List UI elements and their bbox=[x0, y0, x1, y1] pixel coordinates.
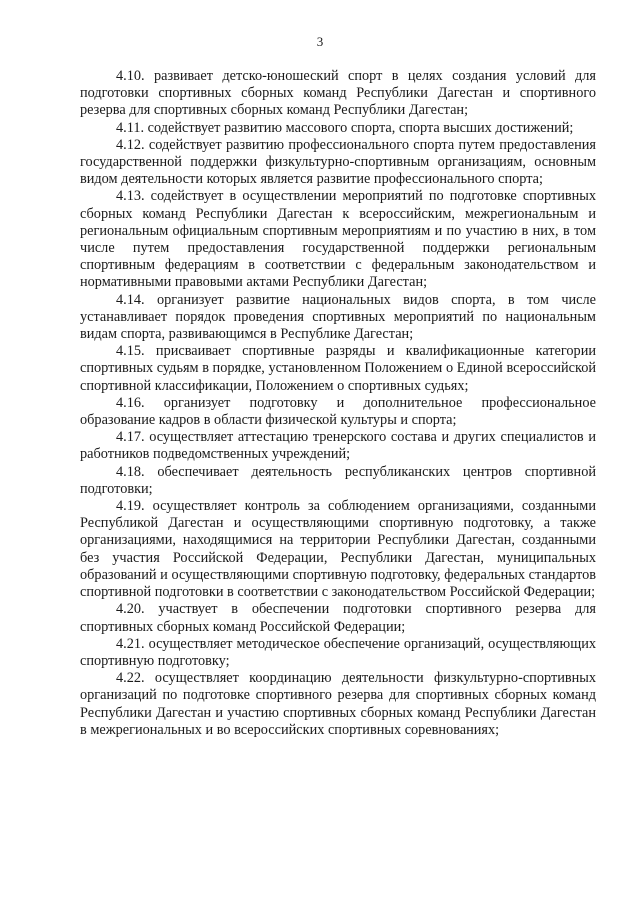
paragraph-4-10: 4.10. развивает детско-юношеский спорт в целях создания условий для подготовки спортивных сборных команд Республики Дагестан и спортивного резерва для спортивных сборных команд Республики Дагестан; bbox=[80, 68, 596, 119]
paragraph-4-16: 4.16. организует подготовку и дополнительное профессиональное образование кадров в области физической культуры и спорта; bbox=[80, 394, 596, 429]
paragraph-4-21: 4.21. осуществляет методическое обеспечение организаций, осуществляющих спортивную подготовку; bbox=[80, 635, 596, 669]
paragraph-4-17: 4.17. осуществляет аттестацию тренерского состава и других специалистов и работников подведомственных учреждений; bbox=[80, 429, 596, 463]
paragraph-4-11: 4.11. содействует развитию массового спорта, спорта высших достижений; bbox=[116, 119, 574, 136]
paragraph-4-22: 4.22. осуществляет координацию деятельности физкультурно-спортивных организаций по подготовке спортивного резерва для спортивных сборных команд Республики Дагестан и участию спортивных сборных команд Республики Дагестан в межрегиональных и во всероссийских спортивных соревнованиях; bbox=[80, 670, 596, 738]
document-body bbox=[80, 68, 596, 739]
paragraph-4-20: 4.20. участвует в обеспечении подготовки спортивного резерва для спортивных сборных команд Российской Федерации; bbox=[80, 601, 596, 635]
paragraph-4-15: 4.15. присваивает спортивные разряды и квалификационные категории спортивных судьям в порядке, установленном Положением о Единой всероссийской спортивной классификации, Положением о спортивных судьях; bbox=[80, 343, 596, 394]
paragraph-4-13: 4.13. содействует в осуществлении мероприятий по подготовке спортивных сборных команд Республики Дагестан к всероссийским, межрегиональным и региональным официальным спортивным мероприятиям и по участию в них, в том числе путем предоставления государственной поддержки региональным спортивным федерациям в соответствии с федеральным законодательством и нормативными правовыми актами Республики Дагестан; bbox=[80, 188, 596, 291]
paragraph-4-19: 4.19. осуществляет контроль за соблюдением организациями, созданными Республикой Дагестан и осуществляющими спортивную подготовку, а также организациями, находящимися на территории Республики Дагестан, созданными без участия Российской Федерации, Республики Дагестан, муниципальных образований и осуществляющими спортивную подготовку, федеральных стандартов спортивной подготовки в соответствии с законодательством Российской Федерации; bbox=[80, 498, 596, 601]
paragraph-4-18: 4.18. обеспечивает деятельность республиканских центров спортивной подготовки; bbox=[80, 463, 596, 497]
paragraph-4-12: 4.12. содействует развитию профессионального спорта путем предоставления государственной поддержки физкультурно-спортивным организациям, основным видом деятельности которых является развитие профессионального спорта; bbox=[80, 136, 596, 188]
paragraph-4-14: 4.14. организует развитие национальных видов спорта, в том числе устанавливает порядок проведения спортивных мероприятий по национальным видам спорта, развивающимся в Республике Дагестан; bbox=[80, 291, 596, 343]
page-number: 3 bbox=[316, 34, 324, 49]
